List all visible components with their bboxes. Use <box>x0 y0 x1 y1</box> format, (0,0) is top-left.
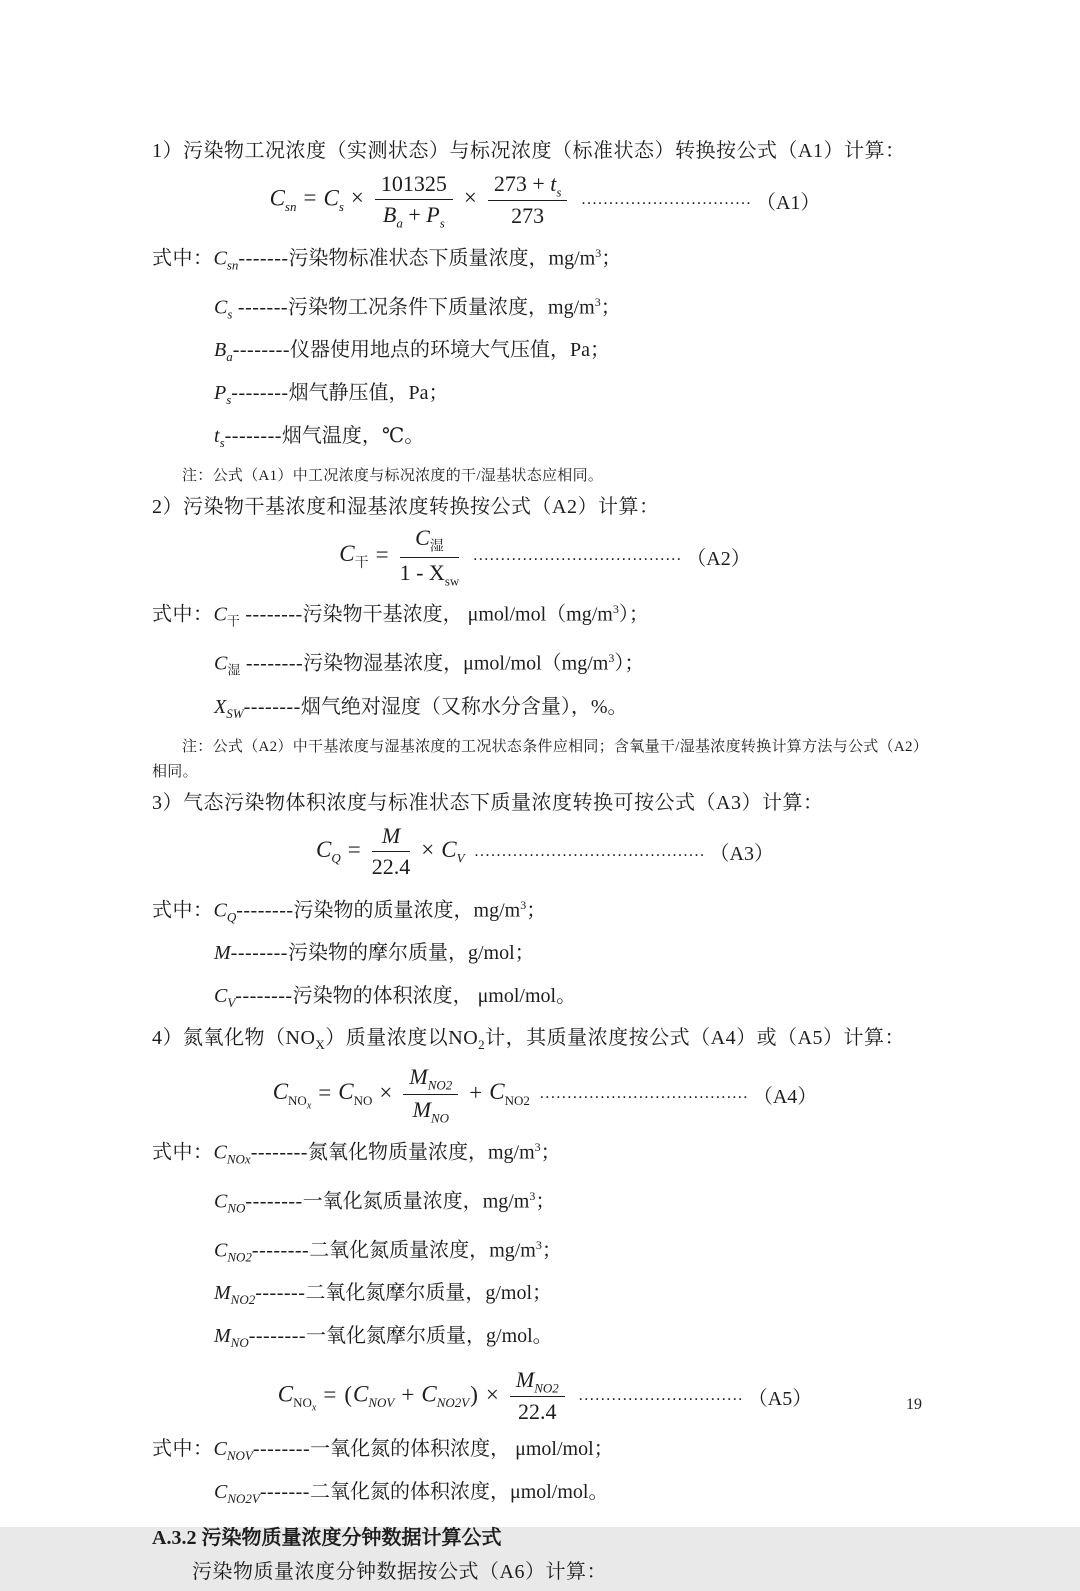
formula-a2 <box>152 525 938 587</box>
var-subscript: sn <box>226 257 239 273</box>
leader-dashes: ------- <box>259 1481 310 1504</box>
leader-dashes: ------- <box>238 247 289 270</box>
definition-tail: ； <box>535 1190 556 1213</box>
fraction-denominator: 273 <box>511 203 545 229</box>
equation-a4 <box>273 1064 530 1124</box>
definition-text: 仪器使用地点的环境大气压值，Pa； <box>290 339 610 362</box>
var-symbol: C <box>214 652 228 675</box>
math-sub: NOV <box>368 1395 395 1411</box>
definition-text: 污染物的摩尔质量，g/mol； <box>287 942 535 965</box>
var-symbol: P <box>214 382 227 405</box>
math-sub: Q <box>331 850 341 866</box>
heading-text: ）质量浓度以NO <box>325 1027 479 1050</box>
math-var: C <box>353 1381 369 1407</box>
dot-leader: .............................. <box>578 1387 744 1405</box>
math-op: × <box>463 185 477 211</box>
var-symbol: M <box>214 1282 231 1305</box>
fraction-denominator: 22.4 <box>371 854 411 880</box>
var-symbol: X <box>214 695 227 718</box>
heading-text: 4）氮氧化物（NO <box>152 1027 316 1050</box>
formula-a5 <box>152 1365 938 1427</box>
definition-tail: ； <box>601 247 622 270</box>
math-op: × <box>421 836 435 862</box>
var-subscript: s <box>227 306 233 322</box>
leader-dashes: -------- <box>236 899 294 922</box>
fraction-denominator: 22.4 <box>518 1399 557 1425</box>
unit: mg/m <box>561 652 609 675</box>
formula-a1 <box>152 169 938 231</box>
definition-tail: ； <box>540 1141 561 1164</box>
math-var: X <box>428 559 445 585</box>
unit: mg/m <box>482 1190 530 1213</box>
var-symbol: C <box>213 1141 227 1164</box>
math-subsub: x <box>311 1402 317 1414</box>
unit: mg/m <box>489 1239 536 1262</box>
math-var: C <box>323 185 339 211</box>
var-symbol: C <box>213 247 227 270</box>
math-op: = <box>375 541 389 567</box>
math-var: C <box>272 1079 289 1105</box>
dot-leader: .......................................... <box>474 842 706 860</box>
def-row <box>152 332 938 375</box>
where-label: 式中： <box>152 1141 214 1164</box>
math-const: 273 + <box>493 170 551 196</box>
definition-tail: ； <box>600 296 621 319</box>
math-sub-text: NO <box>288 1093 307 1109</box>
equation-a5 <box>278 1367 569 1425</box>
math-var: C <box>339 541 355 567</box>
math-var: C <box>277 1381 294 1407</box>
math-op: = <box>318 1079 332 1105</box>
fraction-denominator <box>375 200 453 229</box>
leader-dashes: -------- <box>240 652 304 675</box>
var-subscript: a <box>226 349 233 365</box>
where-label: 式中： <box>152 603 214 626</box>
definition-tail: ）； <box>618 603 649 626</box>
fraction <box>372 823 411 880</box>
closing-paragraph: 污染物质量浓度分钟数据按公式（A6）计算： <box>192 1561 607 1584</box>
dot-leader: ............................... <box>581 191 752 208</box>
unit-exponent: 3 <box>595 246 602 260</box>
var-symbol: C <box>214 985 228 1008</box>
definition-text: 烟气静压值，Pa； <box>288 382 449 405</box>
definition-text: 二氧化氮摩尔质量，g/mol； <box>305 1282 553 1305</box>
page-number: 19 <box>906 1396 922 1413</box>
fraction-numerator <box>488 171 568 201</box>
unit: mg/m <box>548 296 595 319</box>
heading-subscript: 2 <box>478 1037 486 1053</box>
math-paren: ( <box>344 1381 353 1407</box>
math-sub: sn <box>284 198 297 214</box>
math-sub <box>288 1093 312 1112</box>
heading-subscript: X <box>315 1037 326 1053</box>
var-symbol: C <box>213 603 227 626</box>
fraction <box>488 171 568 229</box>
item4-heading <box>152 1024 938 1059</box>
math-var: M <box>409 1064 428 1090</box>
def-row <box>152 418 938 461</box>
leader-dashes: -------- <box>252 1438 311 1461</box>
leader-dashes: ------- <box>232 296 289 319</box>
math-var: C <box>269 185 285 211</box>
equation-a2 <box>339 525 463 587</box>
fraction-denominator <box>400 558 460 587</box>
subclause-a32-heading: A.3.2 污染物质量浓度分钟数据计算公式 <box>152 1527 502 1550</box>
math-var: C <box>441 836 457 862</box>
math-op: = <box>303 185 317 211</box>
leader-dashes: -------- <box>250 1141 308 1164</box>
math-var: C <box>338 1079 354 1105</box>
var-subscript: NO <box>227 1200 246 1216</box>
definition-text: 氮氧化物质量浓度， <box>307 1141 488 1164</box>
definition-text: 一氧化氮的体积浓度， μmol/mol； <box>310 1438 614 1461</box>
fraction-numerator <box>403 1064 458 1094</box>
unit: mg/m <box>487 1141 535 1164</box>
def-row <box>152 1275 938 1318</box>
definition-text: 一氧化氮质量浓度， <box>302 1190 483 1213</box>
math-sub: 干 <box>354 556 369 572</box>
var-symbol: t <box>214 425 220 448</box>
def-row <box>152 1474 938 1517</box>
unit: mg/m <box>566 603 613 626</box>
definition-text: 污染物工况条件下质量浓度， <box>288 296 549 319</box>
def-row <box>152 1227 938 1276</box>
formula-a3 <box>152 821 938 883</box>
math-sub: NO2V <box>436 1395 470 1411</box>
equation-a3 <box>316 823 465 880</box>
var-subscript: s <box>219 435 225 451</box>
var-subscript: NO <box>230 1335 249 1351</box>
leader-dashes: -------- <box>251 1239 310 1262</box>
equation-tag: （A1） <box>755 191 821 214</box>
math-sub: NO2 <box>534 1380 559 1396</box>
note-a2: 注：公式（A2）中干基浓度与湿基浓度的工况状态条件应相同；含氧量干/湿基浓度转换计算方法与公式（A2）相同。 <box>152 738 929 780</box>
unit: mg/m <box>548 247 596 270</box>
fraction <box>403 1064 458 1124</box>
math-op: + <box>401 1381 415 1407</box>
var-subscript: NO2V <box>227 1491 260 1507</box>
var-subscript: V <box>227 995 236 1011</box>
var-symbol: C <box>213 1438 227 1461</box>
var-symbol: C <box>214 296 228 319</box>
unit: mg/m <box>473 899 521 922</box>
leader-dashes: -------- <box>232 339 290 362</box>
var-symbol: C <box>214 1481 228 1504</box>
fraction-numerator <box>510 1367 565 1397</box>
var-symbol: C <box>214 1239 228 1262</box>
document-content <box>152 134 938 1591</box>
definition-text: 污染物的体积浓度， μmol/mol。 <box>292 985 577 1008</box>
math-var: P <box>426 201 440 227</box>
definition-text: 二氧化氮质量浓度， <box>309 1239 490 1262</box>
math-var: C <box>421 1381 437 1407</box>
leader-dashes: -------- <box>235 985 293 1008</box>
math-sub: NO2 <box>504 1093 530 1109</box>
def-row <box>152 978 938 1021</box>
definition-text: 污染物湿基浓度，μmol/mol（ <box>303 652 562 675</box>
var-symbol: C <box>214 1190 228 1213</box>
def-row <box>152 1178 938 1227</box>
def-row <box>152 235 938 284</box>
definition-text: 污染物的质量浓度， <box>293 899 474 922</box>
leader-dashes: -------- <box>224 425 282 448</box>
fraction-numerator: 101325 <box>375 171 453 200</box>
math-sub: 湿 <box>429 539 444 555</box>
equation-a1 <box>270 171 572 229</box>
where-label: 式中： <box>152 1438 214 1461</box>
var-subscript: NO2 <box>230 1292 256 1308</box>
math-op: × <box>350 185 364 211</box>
dot-leader: ...................................... <box>473 547 683 565</box>
math-var: C <box>489 1079 505 1105</box>
def-row <box>152 887 938 936</box>
item3-heading: 3）气态污染物体积浓度与标准状态下质量浓度转换可按公式（A3）计算： <box>152 791 824 814</box>
note-a1: 注：公式（A1）中工况浓度与标况浓度的干/湿基状态应相同。 <box>182 468 604 485</box>
fraction-numerator <box>400 525 460 557</box>
def-row <box>152 935 938 978</box>
dot-leader: ...................................... <box>539 1085 749 1103</box>
math-op: × <box>379 1079 393 1105</box>
math-sub-text: NO <box>293 1395 312 1411</box>
leader-dashes: -------- <box>231 382 289 405</box>
math-sub: NO <box>353 1093 373 1109</box>
math-op: + <box>469 1079 483 1105</box>
math-op: = <box>323 1381 337 1407</box>
item2-heading: 2）污染物干基浓度和湿基浓度转换按公式（A2）计算： <box>152 496 660 519</box>
equation-tag: （A2） <box>686 547 751 570</box>
leader-dashes: ------- <box>255 1282 306 1305</box>
var-subscript: SW <box>226 705 244 721</box>
fraction-denominator <box>403 1095 458 1124</box>
unit-exponent: 3 <box>529 1188 536 1203</box>
math-sub: s <box>556 184 562 200</box>
math-const: 1 - <box>399 559 429 585</box>
var-symbol: M <box>214 942 231 965</box>
math-sub: s <box>439 215 445 231</box>
formula-a4 <box>152 1063 938 1125</box>
math-var: M <box>412 1096 431 1122</box>
def-row <box>152 1318 938 1361</box>
math-paren: ) <box>470 1381 478 1407</box>
unit-exponent: 3 <box>534 1140 541 1155</box>
equation-tag: （A3） <box>709 843 774 866</box>
var-subscript: NOx <box>226 1151 251 1167</box>
var-subscript: 湿 <box>227 662 241 678</box>
math-sub <box>293 1395 317 1414</box>
math-var: C <box>415 525 430 551</box>
unit-exponent: 3 <box>520 897 527 912</box>
heading-text: 计，其质量浓度按公式（A4）或（A5）计算： <box>485 1027 906 1050</box>
math-var: t <box>550 170 557 196</box>
var-subscript: NOV <box>226 1448 253 1464</box>
item1-heading: 1）污染物工况浓度（实测状态）与标况浓度（标准状态）转换按公式（A1）计算： <box>152 140 906 162</box>
definition-text: 烟气温度，℃。 <box>281 425 425 448</box>
unit-exponent: 3 <box>594 294 601 309</box>
leader-dashes: -------- <box>248 1325 307 1348</box>
def-row <box>152 375 938 418</box>
definition-text: 污染物干基浓度， μmol/mol（ <box>302 603 567 626</box>
var-subscript: Q <box>226 909 237 925</box>
math-op: = <box>347 836 361 862</box>
definition-text: 烟气绝对湿度（又称水分含量），%。 <box>300 695 628 718</box>
var-subscript: 干 <box>226 613 240 629</box>
leader-dashes: -------- <box>243 695 301 718</box>
definition-tail: ）； <box>614 652 645 675</box>
math-subsub: x <box>306 1100 312 1112</box>
def-row <box>152 591 938 640</box>
fraction-numerator: M <box>372 823 411 852</box>
definition-tail: ； <box>526 899 547 922</box>
definition-tail: ； <box>541 1239 562 1262</box>
def-row <box>152 284 938 333</box>
leader-dashes: -------- <box>239 603 303 626</box>
definition-text: 一氧化氮摩尔质量，g/mol。 <box>306 1325 553 1348</box>
where-label: 式中： <box>152 247 214 270</box>
def-row <box>152 1431 938 1474</box>
leader-dashes: -------- <box>245 1190 303 1213</box>
math-var: M <box>515 1367 535 1393</box>
def-row <box>152 1129 938 1178</box>
var-subscript: s <box>226 392 232 408</box>
math-var: B <box>382 201 397 227</box>
math-sub: s <box>338 198 344 214</box>
math-op: + <box>408 201 421 227</box>
var-symbol: M <box>214 1325 231 1348</box>
math-op: × <box>485 1381 499 1407</box>
unit-exponent: 3 <box>608 650 615 665</box>
fraction <box>375 171 453 229</box>
math-sub: a <box>396 215 403 231</box>
var-symbol: B <box>214 339 227 362</box>
def-row <box>152 689 938 732</box>
equation-tag: （A4） <box>752 1085 818 1108</box>
var-symbol: C <box>213 899 227 922</box>
fraction <box>400 525 460 587</box>
definition-text: 污染物标准状态下质量浓度， <box>288 247 549 270</box>
unit-exponent: 3 <box>535 1237 542 1252</box>
math-var: C <box>316 836 332 862</box>
unit-exponent: 3 <box>612 602 619 617</box>
definition-text: 二氧化氮的体积浓度，μmol/mol。 <box>309 1481 609 1504</box>
math-sub: NO2 <box>427 1077 453 1093</box>
math-sub: NO <box>430 1110 449 1126</box>
where-label: 式中： <box>152 899 214 922</box>
math-sub: sw <box>444 573 460 589</box>
leader-dashes: -------- <box>230 942 288 965</box>
equation-tag: （A5） <box>747 1387 813 1410</box>
fraction <box>510 1367 565 1425</box>
def-row <box>152 640 938 689</box>
math-sub: V <box>456 850 465 866</box>
var-subscript: NO2 <box>227 1249 252 1265</box>
